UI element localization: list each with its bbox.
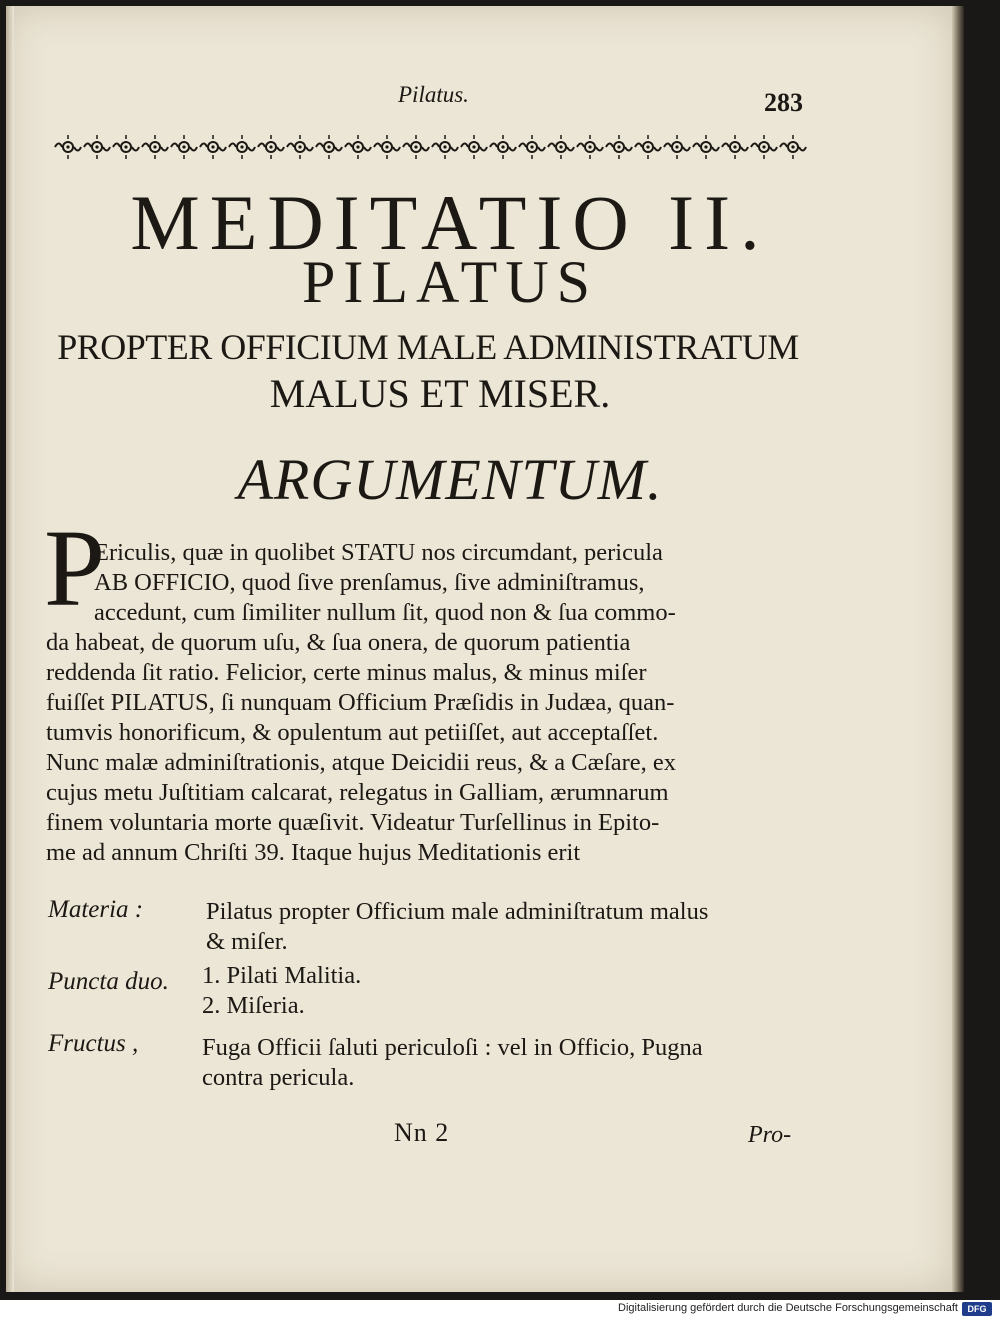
- body-line: Ericulis, quæ in quolibet STATU nos circumdant, pericula: [94, 539, 663, 566]
- subtitle-line-1: PROPTER OFFICIUM MALE ADMINISTRATUM: [57, 327, 799, 367]
- body-line: accedunt, cum ſimiliter nullum ſit, quod non & ſua commo-: [94, 599, 676, 626]
- page-title: MEDITATIO II.: [130, 179, 770, 266]
- outline-label-materia: Materia :: [48, 896, 144, 923]
- ornament-unit: [142, 135, 168, 159]
- ornament-unit: [287, 135, 313, 159]
- ornament-unit: [316, 135, 342, 159]
- ornament-unit: [432, 135, 458, 159]
- outline-text: 2. Miſeria.: [202, 992, 305, 1019]
- catchword: Pro-: [748, 1122, 792, 1148]
- body-line: da habeat, de quorum uſu, & ſua onera, de quorum patientia: [46, 629, 631, 656]
- dfg-logo: DFG: [962, 1302, 992, 1316]
- ornament-unit: [751, 135, 777, 159]
- ornament-unit: [548, 135, 574, 159]
- outline-text: contra pericula.: [202, 1064, 355, 1091]
- ornament-unit: [722, 135, 748, 159]
- outline-text: & miſer.: [206, 928, 288, 955]
- body-line: Nunc malæ adminiſtrationis, atque Deicidii reus, & a Cæſare, ex: [46, 749, 677, 776]
- body-line: me ad annum Chriſti 39. Itaque hujus Meditationis erit: [46, 839, 581, 866]
- ornament-unit: [780, 135, 806, 159]
- ornament-rule: [54, 130, 812, 164]
- outline-text: Pilatus propter Officium male adminiſtratum malus: [206, 898, 709, 925]
- outline-label-puncta: Puncta duo.: [48, 968, 169, 995]
- ornament-unit: [490, 135, 516, 159]
- ornament-unit: [519, 135, 545, 159]
- body-line: reddenda ſit ratio. Felicior, certe minus malus, & minus miſer: [46, 659, 647, 686]
- ornament-unit: [374, 135, 400, 159]
- ornament-unit: [664, 135, 690, 159]
- ornament-unit: [577, 135, 603, 159]
- outline-label-fructus: Fructus ,: [48, 1030, 139, 1057]
- ornament-unit: [229, 135, 255, 159]
- running-head: Pilatus.: [398, 82, 469, 107]
- body-line: cujus metu Juſtitiam calcarat, relegatus in Galliam, ærumnarum: [46, 779, 669, 806]
- body-line: finem voluntaria morte quæſivit. Videatur Turſellinus in Epito-: [46, 809, 660, 836]
- page-edge: [952, 6, 964, 1292]
- ornament-unit: [635, 135, 661, 159]
- outline-text: 1. Pilati Malitia.: [202, 962, 362, 989]
- title-name: PILATUS: [301, 249, 599, 315]
- signature-mark: Nn 2: [394, 1118, 450, 1147]
- ornament-unit: [84, 135, 110, 159]
- ornament-unit: [200, 135, 226, 159]
- drop-cap: P: [44, 507, 106, 629]
- ornament-unit: [461, 135, 487, 159]
- body-line: AB OFFICIO, quod ſive prenſamus, ſive adminiſtramus,: [94, 569, 645, 596]
- body-line: tumvis honorificum, & opulentum aut petiiſſet, aut acceptaſſet.: [46, 719, 659, 746]
- page-gutter: [6, 6, 14, 1292]
- ornament-unit: [258, 135, 284, 159]
- body-line: fuiſſet PILATUS, ſi nunquam Officium Præſidis in Judæa, quan-: [46, 689, 675, 716]
- digitization-credit: Digitalisierung gefördert durch die Deutsche Forschungsgemeinschaft: [618, 1302, 958, 1314]
- page-number: 283: [764, 88, 803, 117]
- ornament-unit: [345, 135, 371, 159]
- ornament-unit: [55, 135, 81, 159]
- subtitle-line-2: MALUS ET MISER.: [269, 371, 611, 416]
- ornament-unit: [403, 135, 429, 159]
- section-heading: ARGUMENTUM.: [237, 447, 663, 512]
- outline-text: Fuga Officii ſaluti periculoſi : vel in Officio, Pugna: [202, 1034, 703, 1061]
- ornament-unit: [113, 135, 139, 159]
- ornament-unit: [171, 135, 197, 159]
- ornament-unit: [693, 135, 719, 159]
- ornament-unit: [606, 135, 632, 159]
